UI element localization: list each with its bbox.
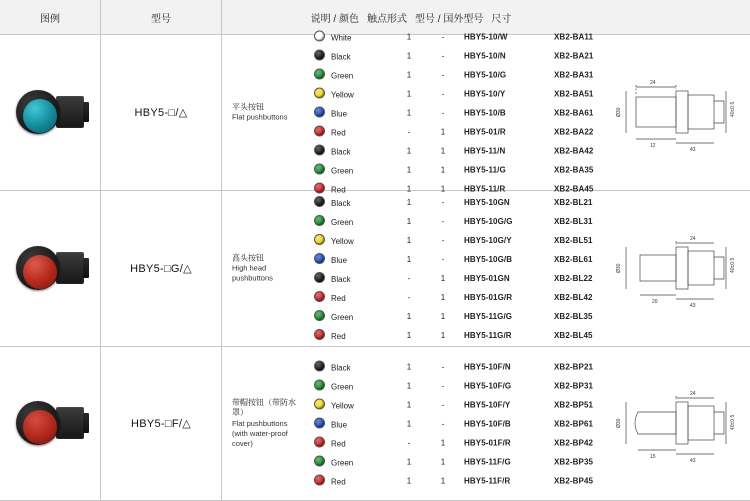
item-intl-model: XB2-BP45 bbox=[554, 476, 594, 485]
color-cell bbox=[310, 414, 392, 433]
contact-no: 1 bbox=[406, 197, 412, 207]
item-intl-model: XB2-BP31 bbox=[554, 381, 594, 390]
contact-nc: - bbox=[441, 216, 445, 226]
color-label: Black bbox=[331, 275, 351, 284]
spec-row bbox=[310, 452, 636, 471]
item-intl-model: XB2-BP51 bbox=[554, 400, 594, 409]
color-label: White bbox=[331, 33, 352, 43]
item-model: HBY5-10F/N bbox=[464, 362, 511, 371]
color-swatch-icon bbox=[314, 164, 325, 175]
color-swatch-icon bbox=[314, 215, 325, 226]
header-spec-0: 说明 / 颜色 bbox=[310, 13, 359, 25]
contact-no: 1 bbox=[406, 381, 412, 390]
item-model: HBY5-10G/G bbox=[464, 216, 513, 226]
item-intl-model: XB2-BL42 bbox=[554, 292, 593, 302]
table-row bbox=[0, 347, 750, 501]
contact-no: 1 bbox=[406, 70, 412, 79]
color-label: Yellow bbox=[331, 401, 354, 411]
color-label: Red bbox=[331, 439, 346, 449]
item-model: HBY5-01F/R bbox=[464, 438, 511, 447]
contact-no: 1 bbox=[406, 476, 412, 485]
item-model: HBY5-10G/Y bbox=[464, 235, 512, 245]
item-model: HBY5-10/B bbox=[464, 108, 506, 117]
header-cell-image: 图例 bbox=[0, 0, 101, 34]
dimension-drawing bbox=[614, 382, 742, 466]
item-intl-model: XB2-BP61 bbox=[554, 419, 594, 428]
color-swatch-icon bbox=[314, 107, 325, 118]
item-model: HBY5-10/W bbox=[464, 32, 508, 41]
spec-table bbox=[310, 193, 636, 345]
contact-nc: 1 bbox=[440, 311, 446, 321]
color-cell bbox=[310, 433, 392, 452]
description bbox=[232, 398, 300, 450]
color-label: Yellow bbox=[331, 237, 354, 246]
color-label: Red bbox=[331, 477, 346, 487]
color-label: Black bbox=[331, 199, 351, 208]
contact-no: - bbox=[407, 273, 411, 283]
contact-no: 1 bbox=[406, 362, 412, 371]
color-label: Green bbox=[331, 313, 354, 322]
contact-no: 1 bbox=[406, 400, 412, 409]
button-face bbox=[23, 410, 57, 444]
color-swatch-icon bbox=[314, 329, 325, 340]
description-cn: 平头按钮 bbox=[232, 102, 264, 112]
item-intl-model: XB2-BP21 bbox=[554, 362, 594, 371]
color-cell bbox=[310, 27, 392, 46]
item-intl-model: XB2-BA21 bbox=[554, 51, 594, 60]
button-body bbox=[56, 96, 84, 128]
spec-row bbox=[310, 84, 636, 103]
item-intl-model: XB2-BA31 bbox=[554, 70, 594, 79]
item-intl-model: XB2-BA51 bbox=[554, 89, 594, 98]
dim-right: 40±0.5 bbox=[730, 414, 736, 430]
color-label: Red bbox=[331, 332, 346, 341]
color-swatch-icon bbox=[314, 234, 325, 245]
product-photo bbox=[14, 86, 86, 140]
spec-row bbox=[310, 141, 636, 160]
color-swatch-icon bbox=[314, 380, 325, 391]
color-swatch-icon bbox=[314, 69, 325, 80]
contact-nc: - bbox=[441, 235, 445, 245]
contact-no: 1 bbox=[406, 235, 412, 245]
table-row bbox=[0, 191, 750, 347]
dim-top: 24 bbox=[690, 235, 696, 242]
contact-no: 1 bbox=[406, 89, 412, 98]
dim-left: Ø30 bbox=[616, 263, 622, 273]
dim-bottom-left: 15 bbox=[650, 453, 656, 460]
spec-row bbox=[310, 357, 636, 376]
dimension-drawing-svg bbox=[614, 382, 742, 466]
dim-right: 40±0.5 bbox=[730, 101, 736, 117]
contact-nc: - bbox=[441, 108, 445, 117]
item-model: HBY5-10G/B bbox=[464, 254, 513, 264]
item-intl-model: XB2-BA11 bbox=[554, 32, 594, 41]
color-swatch-icon bbox=[314, 399, 325, 410]
color-swatch-icon bbox=[314, 145, 325, 156]
item-model: HBY5-10F/G bbox=[464, 381, 512, 390]
spec-table bbox=[310, 357, 636, 490]
color-swatch-icon bbox=[314, 126, 325, 137]
item-model: HBY5-10GN bbox=[464, 197, 510, 207]
model-label: HBY5-□/△ bbox=[101, 35, 222, 190]
spec-row bbox=[310, 471, 636, 490]
product-photo-cell bbox=[0, 191, 101, 346]
header-cell-model: 型号 bbox=[101, 0, 222, 34]
header-spec-3: 尺寸 bbox=[491, 13, 512, 25]
button-body bbox=[56, 407, 84, 439]
item-model: HBY5-11/R bbox=[464, 184, 506, 193]
dim-bottom-right: 43 bbox=[690, 146, 696, 153]
item-intl-model: XB2-BL51 bbox=[554, 235, 593, 245]
dim-bottom-right: 43 bbox=[690, 302, 696, 309]
contact-no: 1 bbox=[406, 146, 412, 155]
contact-nc: 1 bbox=[440, 330, 446, 340]
item-intl-model: XB2-BL22 bbox=[554, 273, 593, 283]
color-swatch-icon bbox=[314, 196, 325, 207]
dim-left: Ø30 bbox=[616, 107, 622, 117]
color-label: Red bbox=[331, 185, 346, 195]
spec-body-0 bbox=[310, 27, 636, 198]
spec-row bbox=[310, 193, 636, 212]
color-cell bbox=[310, 141, 392, 160]
item-model: HBY5-01GN bbox=[464, 273, 510, 283]
item-intl-model: XB2-BL35 bbox=[554, 311, 593, 321]
spec-row bbox=[310, 27, 636, 46]
row-details bbox=[222, 347, 750, 500]
contact-nc: - bbox=[441, 381, 445, 390]
color-label: Green bbox=[331, 382, 354, 392]
description-cn: 带帽按钮（带防水罩） bbox=[232, 397, 296, 418]
contact-nc: 1 bbox=[440, 457, 446, 466]
spec-row bbox=[310, 212, 636, 231]
contact-no: 1 bbox=[406, 311, 412, 321]
color-swatch-icon bbox=[314, 31, 325, 42]
contact-nc: 1 bbox=[440, 438, 446, 447]
color-swatch-icon bbox=[314, 88, 325, 99]
color-label: Red bbox=[331, 294, 346, 303]
contact-no: 1 bbox=[406, 330, 412, 340]
table-row bbox=[0, 32, 750, 195]
color-cell bbox=[310, 471, 392, 490]
color-label: Blue bbox=[331, 256, 348, 265]
description bbox=[232, 253, 300, 284]
description-en: Flat pushbuttons bbox=[232, 112, 288, 122]
item-model: HBY5-01G/R bbox=[464, 292, 513, 302]
color-cell bbox=[310, 269, 392, 288]
contact-nc: - bbox=[441, 419, 445, 428]
contact-nc: - bbox=[441, 32, 445, 41]
contact-no: 1 bbox=[406, 32, 412, 41]
spec-table bbox=[310, 27, 636, 198]
contact-no: 1 bbox=[406, 108, 412, 117]
color-label: Blue bbox=[331, 420, 348, 430]
product-photo-cell bbox=[0, 347, 101, 500]
button-bezel bbox=[16, 401, 60, 445]
spec-row bbox=[310, 414, 636, 433]
button-body bbox=[56, 252, 84, 284]
product-photo bbox=[14, 397, 86, 451]
spec-row bbox=[310, 103, 636, 122]
color-cell bbox=[310, 212, 392, 231]
contact-nc: 1 bbox=[440, 273, 446, 283]
contact-nc: 1 bbox=[440, 184, 446, 193]
color-cell bbox=[310, 395, 392, 414]
color-label: Yellow bbox=[331, 90, 354, 100]
color-swatch-icon bbox=[314, 253, 325, 264]
item-intl-model: XB2-BP42 bbox=[554, 438, 594, 447]
spec-row bbox=[310, 288, 636, 307]
color-swatch-icon bbox=[314, 310, 325, 321]
color-label: Black bbox=[331, 147, 351, 157]
item-model: HBY5-10F/Y bbox=[464, 400, 511, 409]
dim-left: Ø30 bbox=[616, 418, 622, 428]
color-swatch-icon bbox=[314, 361, 325, 372]
contact-nc: 1 bbox=[440, 476, 446, 485]
spec-row bbox=[310, 250, 636, 269]
color-label: Green bbox=[331, 166, 354, 176]
item-model: HBY5-11F/R bbox=[464, 476, 511, 485]
item-model: HBY5-11G/G bbox=[464, 311, 513, 321]
color-cell bbox=[310, 231, 392, 250]
contact-no: - bbox=[407, 438, 411, 447]
color-swatch-icon bbox=[314, 437, 325, 448]
color-cell bbox=[310, 122, 392, 141]
contact-no: 1 bbox=[406, 216, 412, 226]
dim-bottom-left: 12 bbox=[650, 142, 656, 149]
color-cell bbox=[310, 376, 392, 395]
contact-no: - bbox=[407, 127, 411, 136]
row-details bbox=[222, 191, 750, 346]
contact-nc: - bbox=[441, 197, 445, 207]
contact-nc: 1 bbox=[440, 146, 446, 155]
row-details bbox=[222, 32, 750, 195]
spec-row bbox=[310, 376, 636, 395]
item-model: HBY5-10/N bbox=[464, 51, 506, 60]
dimension-drawing bbox=[614, 71, 742, 155]
dim-top: 24 bbox=[650, 79, 656, 86]
contact-nc: - bbox=[441, 400, 445, 409]
color-label: Black bbox=[331, 363, 351, 373]
item-intl-model: XB2-BL31 bbox=[554, 216, 593, 226]
spec-body-1 bbox=[310, 193, 636, 345]
color-label: Green bbox=[331, 458, 354, 468]
item-intl-model: XB2-BP35 bbox=[554, 457, 594, 466]
model-label: HBY5-□F/△ bbox=[101, 347, 222, 500]
spec-row bbox=[310, 65, 636, 84]
color-cell bbox=[310, 452, 392, 471]
product-photo bbox=[14, 242, 86, 296]
spec-row bbox=[310, 122, 636, 141]
description-en: High head pushbuttons bbox=[232, 263, 273, 283]
description-cn: 高头按钮 bbox=[232, 252, 264, 262]
button-bezel bbox=[16, 90, 60, 134]
item-intl-model: XB2-BL21 bbox=[554, 197, 593, 207]
color-label: Black bbox=[331, 52, 351, 62]
contact-no: 1 bbox=[406, 254, 412, 264]
contact-no: 1 bbox=[406, 165, 412, 174]
contact-nc: 1 bbox=[440, 292, 446, 302]
color-cell bbox=[310, 46, 392, 65]
contact-nc: - bbox=[441, 362, 445, 371]
color-swatch-icon bbox=[314, 475, 325, 486]
item-intl-model: XB2-BL45 bbox=[554, 330, 593, 340]
color-cell bbox=[310, 288, 392, 307]
dimension-drawing bbox=[614, 227, 742, 311]
item-intl-model: XB2-BA35 bbox=[554, 165, 594, 174]
spec-row bbox=[310, 395, 636, 414]
color-cell bbox=[310, 193, 392, 212]
spec-row bbox=[310, 269, 636, 288]
item-intl-model: XB2-BA22 bbox=[554, 127, 594, 136]
dim-right: 40±0.5 bbox=[730, 257, 736, 273]
spec-row bbox=[310, 433, 636, 452]
contact-no: - bbox=[407, 292, 411, 302]
description-en: Flat pushbuttons (with water-proof cover) bbox=[232, 419, 288, 449]
button-face bbox=[23, 99, 57, 133]
color-label: Green bbox=[331, 218, 354, 227]
contact-no: 1 bbox=[406, 457, 412, 466]
contact-nc: 1 bbox=[440, 127, 446, 136]
color-label: Red bbox=[331, 128, 346, 138]
contact-nc: - bbox=[441, 89, 445, 98]
color-cell bbox=[310, 84, 392, 103]
color-cell bbox=[310, 103, 392, 122]
contact-no: 1 bbox=[406, 419, 412, 428]
dim-bottom-left: 20 bbox=[652, 298, 658, 305]
item-model: HBY5-11/G bbox=[464, 165, 506, 174]
description bbox=[232, 102, 300, 123]
spec-row bbox=[310, 46, 636, 65]
dim-top: 24 bbox=[690, 390, 696, 397]
dimension-drawing-svg bbox=[614, 71, 742, 155]
item-model: HBY5-10/Y bbox=[464, 89, 506, 98]
contact-nc: - bbox=[441, 51, 445, 60]
spec-row bbox=[310, 326, 636, 345]
contact-nc: 1 bbox=[440, 165, 446, 174]
item-model: HBY5-10/G bbox=[464, 70, 507, 79]
item-intl-model: XB2-BA42 bbox=[554, 146, 594, 155]
dimension-drawing-svg bbox=[614, 227, 742, 311]
contact-no: 1 bbox=[406, 184, 412, 193]
spec-row bbox=[310, 160, 636, 179]
spec-body-2 bbox=[310, 357, 636, 490]
item-model: HBY5-11/N bbox=[464, 146, 506, 155]
item-intl-model: XB2-BA61 bbox=[554, 108, 594, 117]
color-swatch-icon bbox=[314, 50, 325, 61]
color-label: Green bbox=[331, 71, 354, 81]
button-bezel bbox=[16, 246, 60, 290]
color-cell bbox=[310, 65, 392, 84]
header-spec-1: 触点形式 bbox=[367, 13, 407, 25]
color-cell bbox=[310, 160, 392, 179]
product-photo-cell bbox=[0, 35, 101, 190]
dim-bottom-right: 43 bbox=[690, 457, 696, 464]
model-label: HBY5-□G/△ bbox=[101, 191, 222, 346]
color-swatch-icon bbox=[314, 272, 325, 283]
item-model: HBY5-01/R bbox=[464, 127, 506, 136]
spec-row bbox=[310, 231, 636, 250]
color-swatch-icon bbox=[314, 456, 325, 467]
color-cell bbox=[310, 307, 392, 326]
contact-nc: - bbox=[441, 70, 445, 79]
color-label: Blue bbox=[331, 109, 348, 119]
item-model: HBY5-11F/G bbox=[464, 457, 511, 466]
color-cell bbox=[310, 357, 392, 376]
button-face bbox=[23, 255, 57, 289]
item-model: HBY5-11G/R bbox=[464, 330, 512, 340]
item-model: HBY5-10F/B bbox=[464, 419, 511, 428]
color-cell bbox=[310, 326, 392, 345]
contact-nc: - bbox=[441, 254, 445, 264]
header-spec-2: 型号 / 国外型号 bbox=[415, 13, 484, 25]
color-swatch-icon bbox=[314, 418, 325, 429]
contact-no: 1 bbox=[406, 51, 412, 60]
color-swatch-icon bbox=[314, 291, 325, 302]
color-cell bbox=[310, 250, 392, 269]
item-intl-model: XB2-BL61 bbox=[554, 254, 593, 264]
spec-row bbox=[310, 307, 636, 326]
item-intl-model: XB2-BA45 bbox=[554, 184, 594, 193]
